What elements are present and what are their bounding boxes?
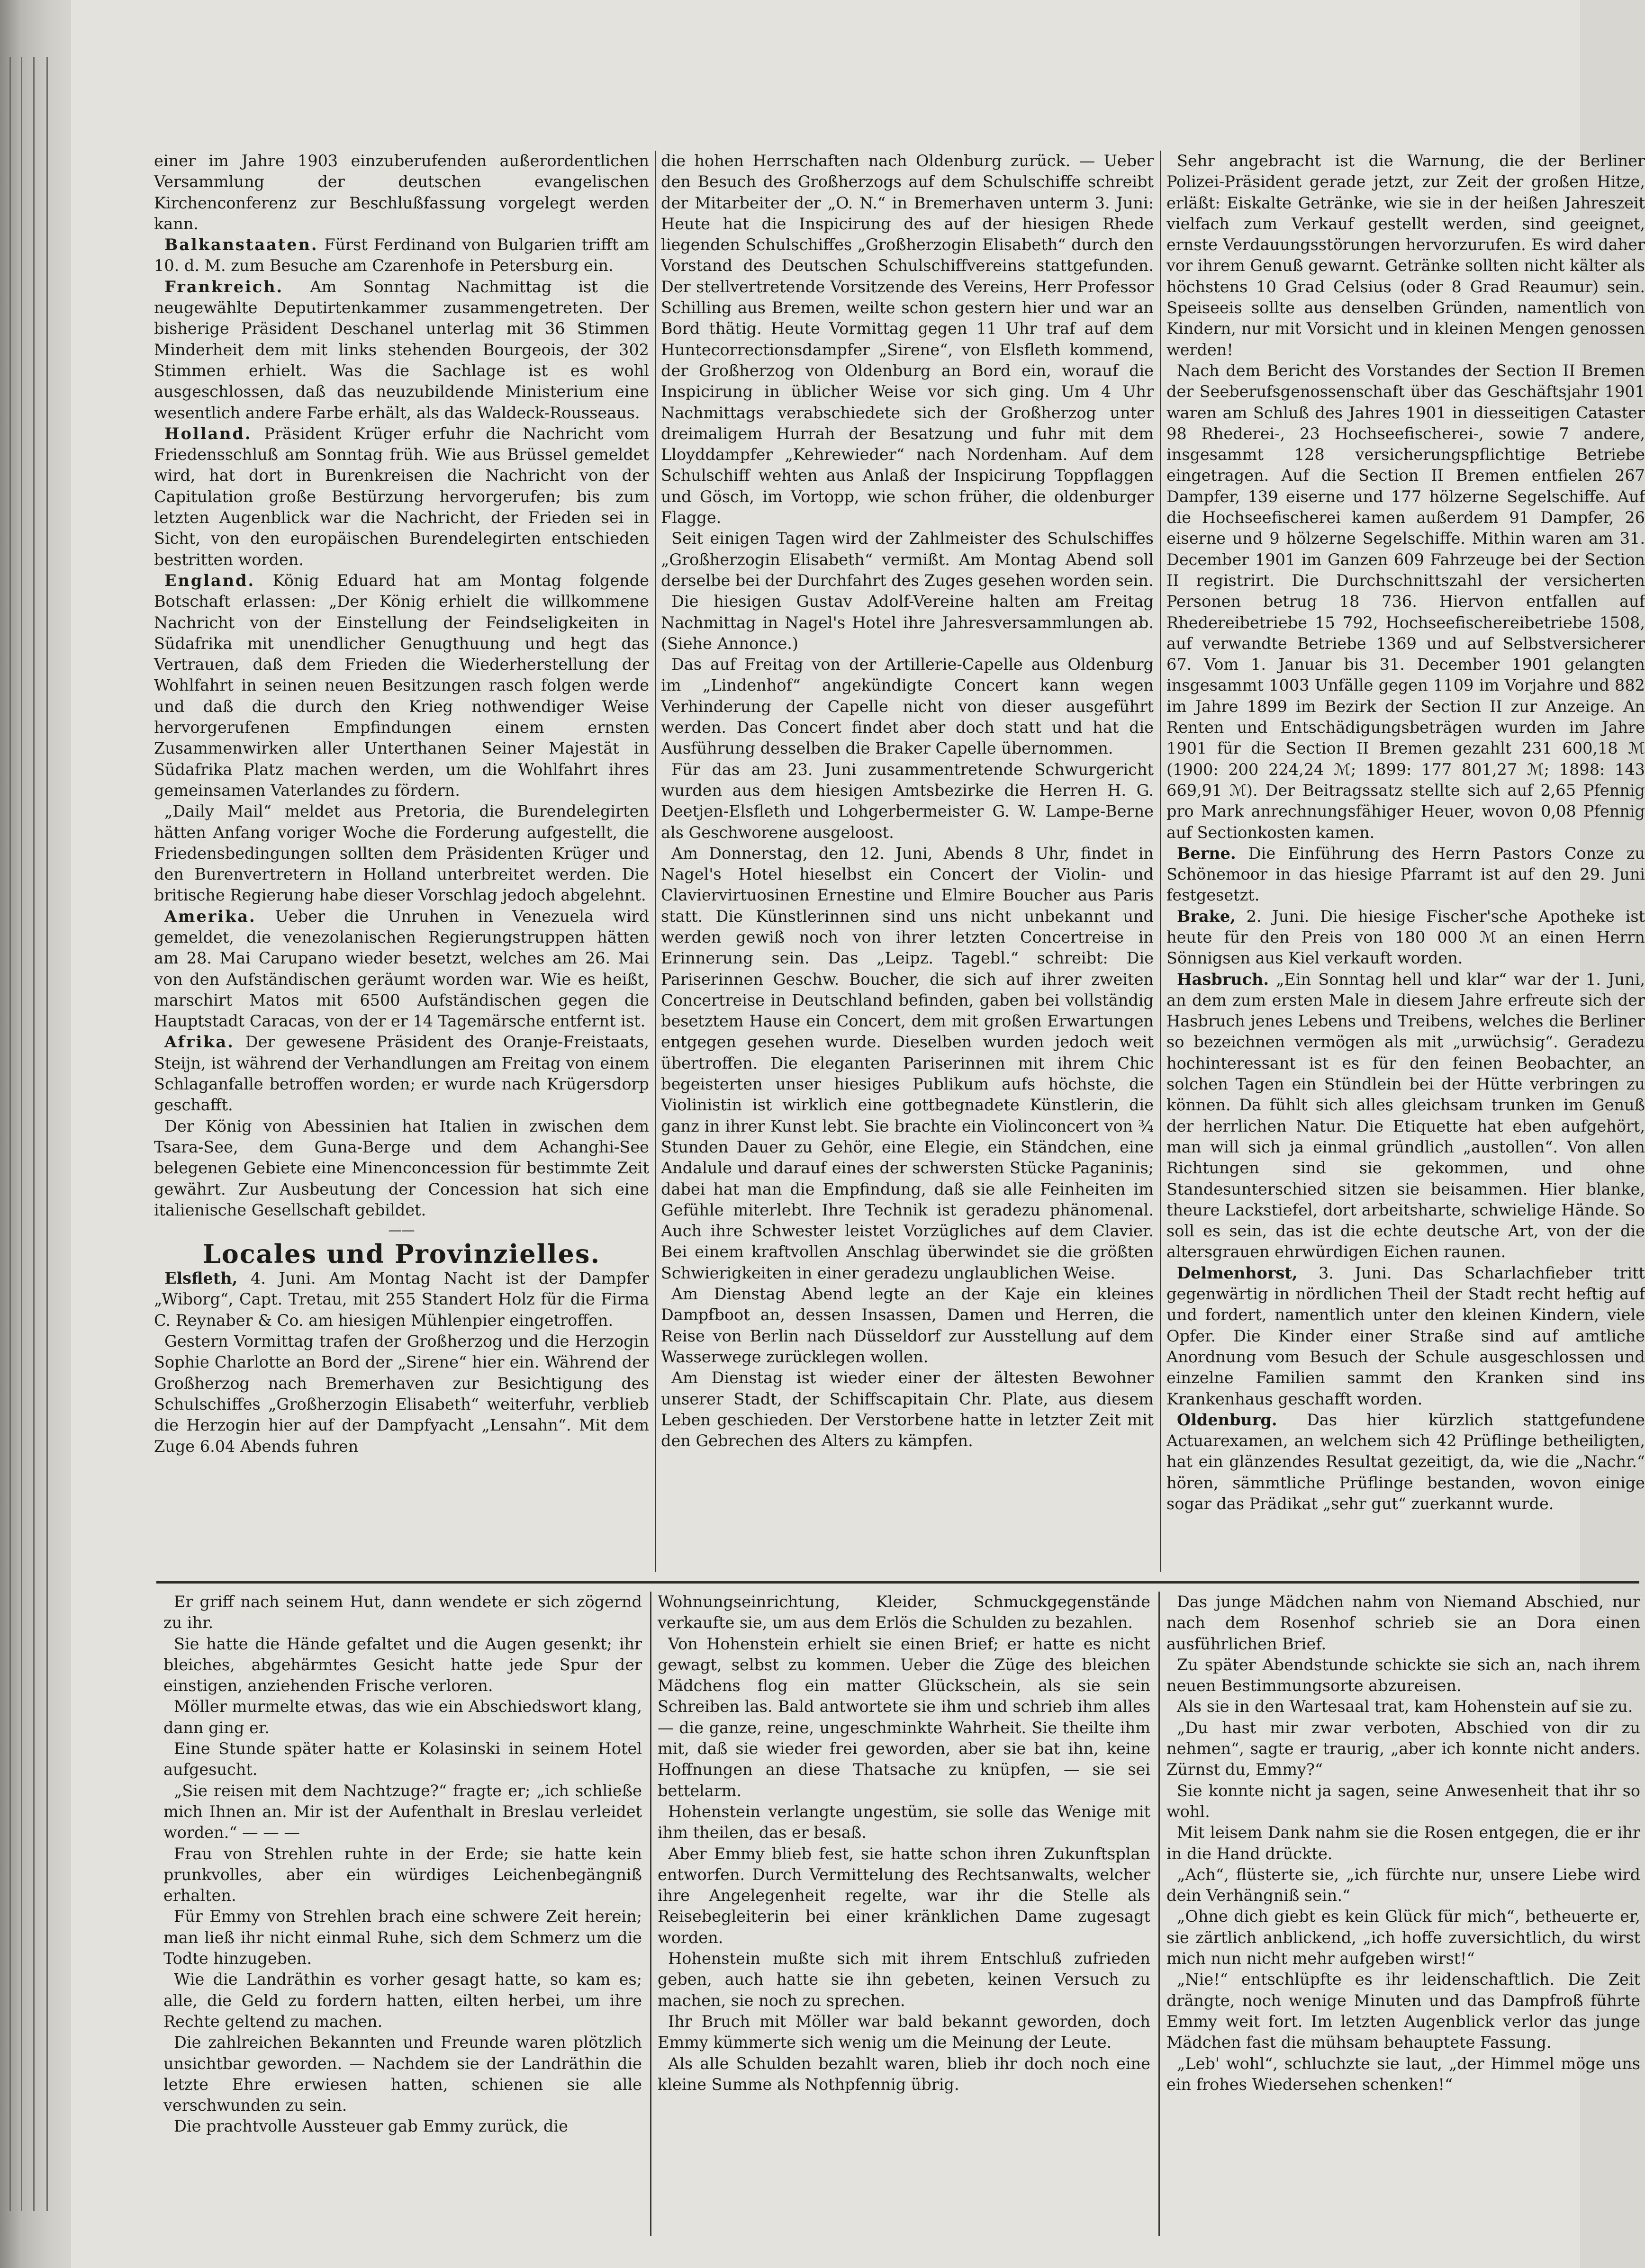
feuilleton-column-3 — [1166, 1592, 1640, 2241]
feuilleton-rule-1 — [650, 1592, 651, 2236]
section-separator: —— — [388, 1222, 415, 1238]
dateline-afrika: Afrika. — [164, 1033, 235, 1052]
dateline-amerika: Amerika. — [164, 907, 256, 926]
feuilleton-paragraph: Von Hohenstein erhielt sie einen Brief; er hatte es nicht gewagt, selbst zu kommen. Ueber die Züge des bleichen Mädchens flog ein matter Glückschein, als sie sein Schreiben las. Bald antwortete sie ihm und schrieb ihm alles — die ganze, reine, ungeschminkte Wahrheit. Sie theilte ihm mit, daß sie wieder frei geworden, aber sie bat ihn, keine Hoffnungen an diese Thatsache zu knüpfen, — sie sei bettelarm. — [658, 1634, 1150, 1800]
dateline-frankreich: Frankreich. — [164, 277, 284, 296]
feuilleton-paragraph: Als sie in den Wartesaal trat, kam Hohenstein auf sie zu. — [1177, 1697, 1633, 1716]
article-brake: Brake, 2. Juni. Die hiesige Fischer'sche Apotheke ist heute für den Preis von 180 000 ℳ an einen Herrn Sönnigsen aus Kiel verkauft worden. — [1166, 907, 1645, 968]
article-daily-mail: „Daily Mail“ meldet aus Pretoria, die Burendelegirten hätten Anfang voriger Woche die Forderung aufgestellt, die Friedensbedingungen sollten dem Präsidenten Krüger und den Burenvertretern in Holland unterbreitet werden. Die britische Regierung habe dieser Vorschlag jedoch abgelehnt. — [154, 802, 649, 905]
dateline-holland: Holland. — [164, 424, 252, 443]
article-artillerie-capelle: Das auf Freitag von der Artillerie-Capelle aus Oldenburg im „Lindenhof“ angekündigte Concert kann wegen Verhinderung der Capelle nicht von dieser ausgeführt werden. Das Concert findet aber doch statt und hat die Ausführung desselben die Braker Capelle übernommen. — [661, 655, 1154, 758]
feuilleton-paragraph: Die prachtvolle Aussteuer gab Emmy zurück, die — [174, 2117, 569, 2136]
article-schiffscapitain-plate: Am Dienstag ist wieder einer der ältesten Bewohner unserer Stadt, der Schiffscapitain Chr. Plate, aus diesem Leben geschieden. Der Verstorbene hatte in letzter Zeit mit den Gebrechen des Alters zu kämpfen. — [661, 1368, 1154, 1450]
feuilleton-column-2 — [658, 1592, 1150, 2241]
article-schwurgericht: Für das am 23. Juni zusammentretende Schwurgericht wurden aus dem hiesigen Amtsbezirke die Herren H. G. Deetjen-Elsfleth und Lohgerbermeister G. W. Lampe-Berne als Geschworene ausgeloost. — [661, 760, 1154, 842]
column-1-news — [154, 151, 649, 1574]
dateline-delmenhorst: Delmenhorst, — [1177, 1263, 1298, 1282]
article-polizei-warnung: Sehr angebracht ist die Warnung, die der Berliner Polizei-Präsident gerade jetzt, zur Zeit der großen Hitze, erläßt: Eiskalte Getränke, wie sie in der heißen Jahreszeit vielfach zum Verkauf gestellt werden, sind geeignet, ernste Verdauungsstörungen hervorzurufen. Es wird daher vor ihrem Genuß gewarnt. Getränke sollten nicht kälter als höchstens 10 Grad Celsius (oder 8 Grad Reaumur) sein. Speiseeis sollte aus denselben Gründen, namentlich von Kindern, nur mit Vorsicht und in kleinen Mengen genossen werden! — [1166, 152, 1645, 359]
feuilleton-paragraph: Eine Stunde später hatte er Kolasinski in seinem Hotel aufgesucht. — [163, 1739, 642, 1779]
feuilleton-paragraph: Aber Emmy blieb fest, sie hatte schon ihren Zukunftsplan entworfen. Durch Vermittelung des Rechtsanwalts, welcher ihre Angelegenheit regelte, war ihr die Stelle als Reisebegleiterin bei einer kränklichen Dame zugesagt worden. — [658, 1844, 1150, 1947]
dateline-elsfleth: Elsfleth, — [164, 1269, 238, 1288]
article-gustav-adolf-vereine: Die hiesigen Gustav Adolf-Vereine halten am Freitag Nachmittag in Nagel's Hotel ihre Jahresversammlungen ab. (Siehe Annonce.) — [661, 592, 1154, 653]
feuilleton-paragraph: Hohenstein mußte sich mit ihrem Entschluß zufrieden geben, auch hatte sie ihn gebeten, keinen Versuch zu machen, sie noch zu sprechen. — [658, 1949, 1150, 2010]
feuilleton-paragraph: Die zahlreichen Bekannten und Freunde waren plötzlich unsichtbar geworden. — Nachdem sie der Landräthin die letzte Ehre erwiesen hatten, schienen sie alle verschwunden zu sein. — [163, 2033, 642, 2115]
dateline-berne: Berne. — [1177, 844, 1236, 863]
feuilleton-divider — [156, 1581, 1639, 1584]
article-hasbruch: Hasbruch. „Ein Sonntag hell und klar“ war der 1. Juni, an dem zum ersten Male in diesem Jahre erfreute sich der Hasbruch jenes Lebens und Treibens, welches die Berliner so bezeichnen vermögen als mit „urwüchsig“. Geradezu hochinteressant ist es für den feinen Beobachter, an solchen Tagen ein Stündlein bei der Hütte verbringen zu können. Da fühlt sich alles gleichsam trunken im Genuß der herrlichen Natur. Die Etiquette hat eben aufgehört, man will sich ja einmal gründlich „austollen“. Von allen Richtungen sind sie gekommen, und ohne Standesunterschied sitzen sie beisammen. Hier blanke, theure Lackstiefel, dort arbeitsharte, schwielige Hände. So soll es sein, das ist die echte deutsche Art, von der die altersgrauen ehrwürdigen Eichen raunen. — [1166, 970, 1645, 1261]
feuilleton-paragraph: „Nie!“ entschlüpfte es ihr leidenschaftlich. Die Zeit drängte, noch wenige Minuten und das Dampfroß führte Emmy weit fort. Im letzten Augenblick verlor das junge Mädchen fast die mühsam behauptete Fassung. — [1166, 1970, 1640, 2052]
article-elsfleth-dampfer: Elsfleth, 4. Juni. Am Montag Nacht ist der Dampfer „Wiborg“, Capt. Tretau, mit 255 Standert Holz für die Firma C. Reynaber & Co. am hiesigen Mühlenpier eingetroffen. — [154, 1269, 649, 1330]
column-rule-2 — [1160, 151, 1161, 1572]
column-3-news — [1166, 151, 1645, 1574]
article-frankreich: Frankreich. Am Sonntag Nachmittag ist die neugewählte Deputirtenkammer zusammengetreten. Der bisherige Präsident Deschanel unterlag mit 36 Stimmen Minderheit dem mit links stehenden Bourgeois, der 302 Stimmen erhielt. Was die Sachlage ist es wohl ausgeschlossen, daß das neuzubildende Ministerium eine wesentlich andere Farbe erhält, als das Waldeck-Rousseaus. — [154, 277, 649, 422]
feuilleton-paragraph: „Du hast mir zwar verboten, Abschied von dir zu nehmen“, sagte er traurig, „aber ich konnte nicht anders. Zürnst du, Emmy?“ — [1166, 1718, 1640, 1779]
dateline-brake: Brake, — [1177, 907, 1236, 926]
feuilleton-paragraph: Als alle Schulden bezahlt waren, blieb ihr doch noch eine kleine Summe als Nothpfennig übrig. — [658, 2054, 1150, 2094]
feuilleton-paragraph: Wie die Landräthin es vorher gesagt hatte, so kam es; alle, die Geld zu fordern hatten, eilten herbei, um ihre Rechte geltend zu machen. — [163, 1970, 642, 2031]
article-balkanstaaten: Balkanstaaten. Fürst Ferdinand von Bulgarien trifft am 10. d. M. zum Besuche am Czarenhofe in Petersburg ein. — [154, 235, 649, 275]
feuilleton-paragraph: Wohnungseinrichtung, Kleider, Schmuckgegenstände verkaufte sie, um aus dem Erlös die Schulden zu bezahlen. — [658, 1593, 1150, 1632]
article-england: England. König Eduard hat am Montag folgende Botschaft erlassen: „Der König erhielt die willkommene Nachricht von der Einstellung der Feindseligkeiten in Südafrika mit unendlicher Genugthuung und hegt das Vertrauen, daß dem Frieden die Wiederherstellung der Wohlfahrt in seinen neuen Besitzungen rasch folgen werde und daß die durch den Krieg nothwendiger Weise hervorgerufenen Empfindungen einem ernsten Zusammenwirken aller Unterthanen Seiner Majestät in Südafrika Platz machen werden, um die Wohlfahrt ihres gemeinsamen Vaterlandes zu fördern. — [154, 571, 649, 800]
article-kirchenconferenz: einer im Jahre 1903 einzuberufenden außerordentlichen Versammlung der deutschen evangelischen Kirchenconferenz zur Beschlußfassung vorgelegt werden kann. — [154, 152, 649, 233]
article-dampfboot: Am Dienstag Abend legte an der Kaje ein kleines Dampfboot an, dessen Insassen, Damen und Herren, die Reise von Berlin nach Düsseldorf zur Ausstellung auf dem Wasserwege zurücklegen wollen. — [661, 1285, 1154, 1366]
dateline-balkanstaaten: Balkanstaaten. — [164, 235, 318, 254]
feuilleton-paragraph: Zu später Abendstunde schickte sie sich an, nach ihrem neuen Bestimmungsorte abzureisen. — [1166, 1655, 1640, 1695]
article-berne: Berne. Die Einführung des Herrn Pastors Conze zu Schönemoor in das hiesige Pfarramt ist auf den 29. Juni festgesetzt. — [1166, 844, 1645, 905]
article-delmenhorst: Delmenhorst, 3. Juni. Das Scharlachfieber tritt gegenwärtig in nördlichen Theil der Stadt recht heftig auf und fordert, namentlich unter den kleinen Kindern, viele Opfer. Die Kinder einer Straße sind auf amtliche Anordnung vom Besuch der Schule ausgeschlossen und einzelne Familien sammt den Kranken sind ins Krankenhaus geschafft worden. — [1166, 1263, 1645, 1408]
article-oldenburg: Oldenburg. Das hier kürzlich stattgefundene Actuarexamen, an welchem sich 42 Prüflinge betheiligten, hat ein glänzendes Resultat gezeitigt, da, wie die „Nachr.“ hören, sämmtliche Prüflinge bestanden, wovon einige sogar das Prädikat „sehr gut“ zuerkannt wurde. — [1166, 1410, 1645, 1513]
feuilleton-paragraph: Mit leisem Dank nahm sie die Rosen entgegen, die er ihr in die Hand drückte. — [1166, 1823, 1640, 1863]
article-holland: Holland. Präsident Krüger erfuhr die Nachricht vom Friedensschluß am Sonntag früh. Wie aus Brüssel gemeldet wird, hat dort in Burenkreisen die Nachricht von der Capitulation große Bestürzung hervorgerufen; bis zum letzten Augenblick war die Nachricht, der Frieden sei in Sicht, von den europäischen Burendelegirten entschieden bestritten worden. — [154, 424, 649, 569]
dateline-hasbruch: Hasbruch. — [1177, 970, 1269, 989]
feuilleton-paragraph: Frau von Strehlen ruhte in der Erde; sie hatte kein prunkvolles, aber ein würdiges Leichenbegängniß erhalten. — [163, 1844, 642, 1905]
article-zahlmeister-vermisst: Seit einigen Tagen wird der Zahlmeister des Schulschiffes „Großherzogin Elisabeth“ vermißt. Am Montag Abend soll derselbe bei der Durchfahrt des Zuges gesehen worden sein. — [661, 529, 1154, 590]
newspaper-page — [71, 0, 1645, 2268]
dateline-england: England. — [164, 571, 255, 590]
article-concert-boucher: Am Donnerstag, den 12. Juni, Abends 8 Uhr, findet in Nagel's Hotel hieselbst ein Concert der Violin- und Claviervirtuosinen Ernestine und Elmire Boucher aus Paris statt. Die Künstlerinnen sind uns nicht unbekannt und werden gewiß noch von ihrer letzten Concertreise in Erinnerung sein. Das „Leipz. Tagebl.“ schreibt: Die Pariserinnen Geschw. Boucher, die sich auf ihrer zweiten Concertreise in Deutschland befinden, gaben bei vollständig besetztem Hause ein Concert, dem mit großen Erwartungen entgegen gesehen wurde. Dieselben wurden jedoch weit übertroffen. Die eleganten Pariserinnen mit ihrem Chic begeisterten unser hiesiges Publikum aufs höchste, die Violinistin ist wirklich eine gottbegnadete Künstlerin, die ganz in ihrer Kunst lebt. Sie brachte ein Violinconcert von ¾ Stunden Dauer zu Gehör, eine Elegie, ein Ständchen, eine Andalule und darauf eines der schwersten Stücke Paganinis; dabei hat man die Empfindung, daß sie alle Feinheiten im Gefühle miterlebt. Ihre Technik ist geradezu phänomenal. Auch ihre Schwester leistet Vorzügliches auf dem Clavier. Bei einem kraftvollen Anschlag überwindet sie die größten Schwierigkeiten in einer geradezu unglaublichen Weise. — [661, 844, 1154, 1282]
feuilleton-column-1 — [163, 1592, 642, 2241]
feuilleton-paragraph: „Ach“, flüsterte sie, „ich fürchte nur, unsere Liebe wird dein Verhängniß sein.“ — [1166, 1865, 1640, 1905]
article-amerika: Amerika. Ueber die Unruhen in Venezuela wird gemeldet, die venezolanischen Regierungstruppen hätten am 28. Mai Carupano wieder besetzt, welches am 26. Mai von den Aufständischen geräumt worden war. Wie es heißt, marschirt Matos mit 6500 Aufständischen gegen die Hauptstadt Caracas, von der er 14 Tagemärsche entfernt ist. — [154, 907, 649, 1031]
section-heading-locales: Locales und Provinzielles. — [202, 1239, 601, 1269]
article-grossherzog-besuch: Gestern Vormittag trafen der Großherzog und die Herzogin Sophie Charlotte an Bord der „Sirene“ hier ein. Während der Großherzog nach Bremerhaven zur Besichtigung des Schulschiffes „Großherzogin Elisabeth“ weiterfuhr, verblieb die Herzogin hier auf der Dampfyacht „Lensahn“. Mit dem Zuge 6.04 Abends fuhren — [154, 1332, 649, 1456]
feuilleton-paragraph: Sie konnte nicht ja sagen, seine Anwesenheit that ihr so wohl. — [1166, 1781, 1640, 1821]
feuilleton-paragraph: „Sie reisen mit dem Nachtzuge?“ fragte er; „ich schließe mich Ihnen an. Mir ist der Aufenthalt in Breslau verleidet worden.“ — — — — [163, 1781, 642, 1842]
feuilleton-paragraph: Hohenstein verlangte ungestüm, sie solle das Wenige mit ihm theilen, das er besaß. — [658, 1802, 1150, 1842]
feuilleton-paragraph: Möller murmelte etwas, das wie ein Abschiedswort klang, dann ging er. — [163, 1697, 642, 1737]
feuilleton-rule-2 — [1158, 1592, 1160, 2236]
column-rule-1 — [655, 151, 656, 1572]
feuilleton-paragraph: Er griff nach seinem Hut, dann wendete er sich zögernd zu ihr. — [163, 1593, 642, 1632]
column-2-news — [661, 151, 1154, 1574]
feuilleton-paragraph: Das junge Mädchen nahm von Niemand Abschied, nur nach dem Rosenhof schrieb sie an Dora einen ausführlichen Brief. — [1166, 1593, 1640, 1653]
article-abessinien: Der König von Abessinien hat Italien in zwischen dem Tsara-See, dem Guna-Berge und dem Achanghi-See belegenen Gebiete eine Minenconcession für bestimmte Zeit gewährt. Zur Ausbeutung der Concession hat sich eine italienische Gesellschaft gebildet. — [154, 1116, 649, 1219]
feuilleton-paragraph: Sie hatte die Hände gefaltet und die Augen gesenkt; ihr bleiches, abgehärmtes Gesicht hatte jede Spur der einstigen, anziehenden Frische verloren. — [163, 1634, 642, 1695]
article-seeberufsgenossenschaft: Nach dem Bericht des Vorstandes der Section II Bremen der Seeberufsgenossenschaft über das Geschäftsjahr 1901 waren am Schluß des Jahres 1901 in diesseitigen Cataster 98 Rhederei-, 23 Hochseefischerei-, sowie 7 andere, insgesammt 128 versicherungspflichtige Betriebe eingetragen. Auf die Section II Bremen entfielen 267 Dampfer, 139 eiserne und 177 hölzerne Segelschiffe. Auf die Hochseefischerei kamen außerdem 91 Dampfer, 26 eiserne und 9 hölzerne Segelschiffe. Mithin waren am 31. December 1901 im Ganzen 609 Fahrzeuge bei der Section II registrirt. Die Durchschnittszahl der versicherten Personen betrug 18 736. Hiervon entfallen auf Rhedereibetriebe 15 792, Hochseefischereibetriebe 1508, auf verwandte Betriebe 1369 und auf Selbstversicherer 67. Vom 1. Januar bis 31. December 1901 gelangten insgesammt 1003 Unfälle gegen 1109 im Vorjahre und 882 im Jahre 1899 im Bezirk der Section II zur Anzeige. An Renten und Entschädigungsbeträgen wurden im Jahre 1901 für die Section II Bremen gezahlt 231 600,18 ℳ (1900: 200 224,24 ℳ; 1899: 177 801,27 ℳ; 1898: 143 669,91 ℳ). Der Beitragssatz stellte sich auf 2,65 Pfennig pro Mark anrechnungsfähiger Heuer, wovon 0,08 Pfennig auf Sectionkosten kamen. — [1166, 361, 1645, 842]
feuilleton-paragraph: Ihr Bruch mit Möller war bald bekannt geworden, doch Emmy kümmerte sich wenig um die Meinung der Leute. — [658, 2012, 1150, 2052]
book-binding-edge — [0, 0, 71, 2268]
feuilleton-paragraph: „Ohne dich giebt es kein Glück für mich“, betheuerte er, sie zärtlich anblickend, „ich hoffe zuversichtlich, du wirst mich nun nicht mehr aufgeben wirst!“ — [1166, 1907, 1640, 1968]
feuilleton-paragraph: „Leb' wohl“, schluchzte sie laut, „der Himmel möge uns ein frohes Wiedersehen schenken!“ — [1166, 2054, 1640, 2094]
dateline-oldenburg: Oldenburg. — [1177, 1410, 1277, 1429]
article-schulschiff-inspicirung: die hohen Herrschaften nach Oldenburg zurück. — Ueber den Besuch des Großherzogs auf dem Schulschiffe schreibt der Mitarbeiter der „O. N.“ in Bremerhaven unterm 3. Juni: Heute hat die Inspicirung des auf der hiesigen Rhede liegenden Schulschiffes „Großherzogin Elisabeth“ durch den Vorstand des Deutschen Schulschiffvereins stattgefunden. Der stellvertretende Vorsitzende des Vereins, Herr Professor Schilling aus Bremen, weilte schon gestern hier und war an Bord thätig. Heute Vormittag gegen 11 Uhr traf auf dem Huntecorrectionsdampfer „Sirene“, von Elsfleth kommend, der Großherzog von Oldenburg an Bord ein, worauf die Inspicirung in üblicher Weise vor sich ging. Um 4 Uhr Nachmittags verabschiedete sich der Großherzog unter dreimaligem Hurrah der Besatzung und fuhr mit dem Lloyddampfer „Kehrewieder“ nach Nordenham. Auf dem Schulschiff wehten aus Anlaß der Inspicirung Toppflaggen und Gösch, im Vortopp, wie schon früher, die oldenburger Flagge. — [661, 152, 1154, 527]
feuilleton-paragraph: Für Emmy von Strehlen brach eine schwere Zeit herein; man ließ ihr nicht einmal Ruhe, sich dem Schmerz um die Todte hinzugeben. — [163, 1907, 642, 1968]
article-afrika: Afrika. Der gewesene Präsident des Oranje-Freistaats, Steijn, ist während der Verhandlungen am Freitag von einem Schlaganfalle betroffen worden; er wurde nach Krügersdorp geschafft. — [154, 1033, 649, 1115]
